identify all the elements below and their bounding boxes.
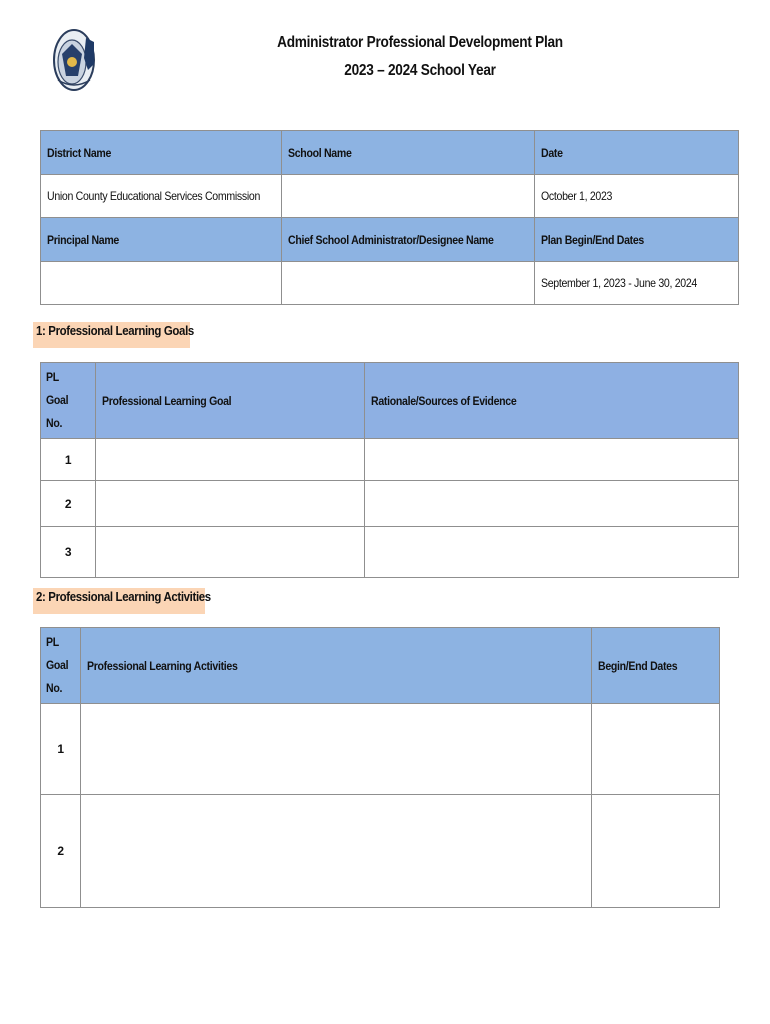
page-subtitle: 2023 – 2024 School Year (344, 62, 496, 79)
plan-dates-field[interactable]: September 1, 2023 - June 30, 2024 (535, 262, 739, 305)
info-table (40, 130, 739, 305)
district-name-header: District Name (41, 131, 282, 175)
goal-number-header: PL Goal No. (41, 628, 81, 704)
section-2-heading: 2: Professional Learning Activities (33, 588, 205, 614)
activities-cell[interactable] (81, 795, 592, 908)
goal-number: 1 (41, 439, 96, 481)
date-field[interactable]: October 1, 2023 (535, 175, 739, 218)
plan-dates-header: Plan Begin/End Dates (535, 218, 739, 262)
date-header: Date (535, 131, 739, 175)
learning-goal-cell[interactable] (96, 527, 365, 578)
learning-activities-table (40, 627, 720, 908)
learning-goal-cell[interactable] (96, 481, 365, 527)
begin-end-dates-header: Begin/End Dates (592, 628, 720, 704)
school-name-field[interactable] (282, 175, 535, 218)
learning-goal-header: Professional Learning Goal (96, 363, 365, 439)
dates-cell[interactable] (592, 795, 720, 908)
goal-number: 2 (41, 795, 81, 908)
rationale-header: Rationale/Sources of Evidence (365, 363, 739, 439)
table-row (41, 439, 739, 481)
dates-cell[interactable] (592, 704, 720, 795)
principal-name-header: Principal Name (41, 218, 282, 262)
page-title: Administrator Professional Development Plan (277, 34, 563, 51)
district-seal-logo (50, 24, 98, 94)
principal-name-field[interactable] (41, 262, 282, 305)
table-row (41, 795, 720, 908)
rationale-cell[interactable] (365, 481, 739, 527)
chief-administrator-field[interactable] (282, 262, 535, 305)
district-name-field[interactable]: Union County Educational Services Commission (41, 175, 282, 218)
table-row (41, 481, 739, 527)
rationale-cell[interactable] (365, 439, 739, 481)
chief-administrator-header: Chief School Administrator/Designee Name (282, 218, 535, 262)
table-row (41, 704, 720, 795)
goal-number-header: PL Goal No. (41, 363, 96, 439)
activities-header: Professional Learning Activities (81, 628, 592, 704)
learning-goals-table (40, 362, 739, 578)
activities-cell[interactable] (81, 704, 592, 795)
rationale-cell[interactable] (365, 527, 739, 578)
school-name-header: School Name (282, 131, 535, 175)
learning-goal-cell[interactable] (96, 439, 365, 481)
goal-number: 1 (41, 704, 81, 795)
section-1-heading: 1: Professional Learning Goals (33, 322, 190, 348)
goal-number: 2 (41, 481, 96, 527)
goal-number: 3 (41, 527, 96, 578)
table-row (41, 527, 739, 578)
